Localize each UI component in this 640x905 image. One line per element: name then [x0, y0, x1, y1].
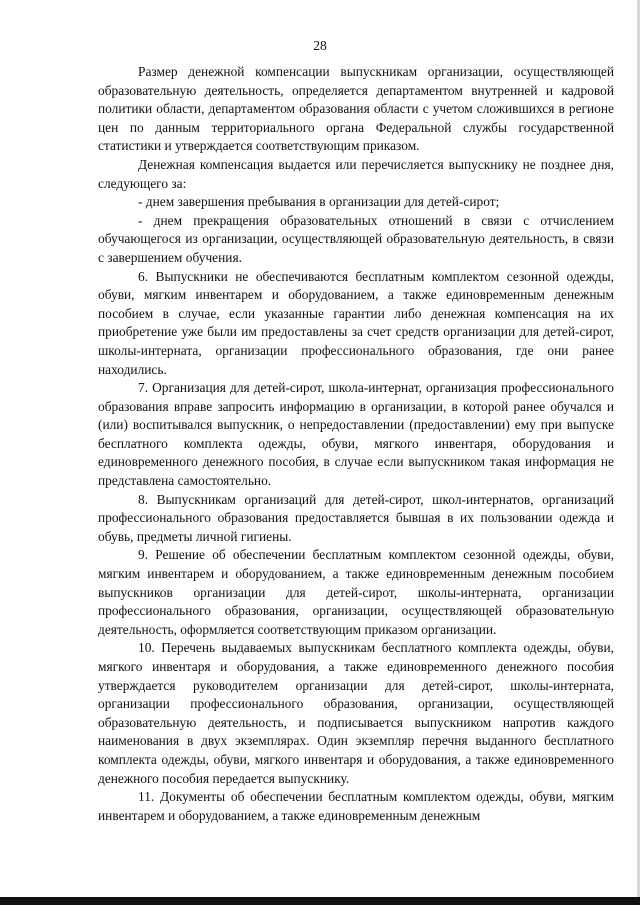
page-number: 28 — [313, 38, 327, 53]
paragraph-compensation-payment: Денежная компенсация выдается или перечисляется выпускнику не позднее дня, следующего за: — [98, 156, 614, 191]
list-item-stay-end: - днем завершения пребывания в организации для детей-сирот; — [138, 194, 500, 210]
paragraph-item-9: 9. Решение об обеспечении бесплатным комплектом сезонной одежды, обуви, мягким инвентарем и оборудованием, а также единовременным денежным пособием выпускников организации для детей-сирот, школы-интерната, организации профессионального образования, организации, осуществляющей образовательную деятельность, оформляется соответствующим приказом организации. — [98, 547, 614, 637]
paragraph-item-11: 11. Документы об обеспечении бесплатным комплектом одежды, обуви, мягким инвентарем и оборудованием, а также единовременным денежным — [98, 789, 614, 823]
list-item-education-end: - днем прекращения образовательных отношений в связи с отчислением обучающегося из организации, осуществляющей образовательную деятельность, в связи с завершением обучения. — [98, 212, 614, 265]
paragraph-item-10: 10. Перечень выдаваемых выпускникам бесплатного комплекта одежды, обуви, мягкого инвентаря и оборудования, а также единовременного денежного пособия утверждается руководителем организации для детей-сирот, школы-интерната, организации профессионального образования, организации, осуществляющей образовательную деятельность, и подписывается выпускником напротив каждого наименования в двух экземплярах. Один экземпляр перечня выданного бесплатного комплекта одежды, обуви, мягкого инвентаря и оборудования, а также единовременного денежного пособия передается выпускнику. — [98, 640, 614, 786]
paragraph-compensation-size: Размер денежной компенсации выпускникам организации, осуществляющей образовательную деятельность, определяется департаментом внутренней и кадровой политики области, департаментом образования области с учетом сложившихся в регионе цен по данным территориального органа Федеральной службы государственной статистики и утверждается соответствующим приказом. — [98, 64, 614, 154]
paragraph-item-8: 8. Выпускникам организаций для детей-сирот, школ-интернатов, организаций профессионального образования предоставляется бывшая в их пользовании одежда и обувь, предметы личной гигиены. — [98, 491, 614, 544]
paragraph-item-7: 7. Организация для детей-сирот, школа-интернат, организация профессионального образования вправе запросить информацию в организации, в которой ранее обучался и (или) воспитывался выпускник, о непредоставлении (предоставлении) ему при выпуске бесплатного комплекта одежды, обуви, мягкого инвентаря, оборудования и единовременного денежного пособия, в случае если выпускником такая информация не представлена самостоятельно. — [98, 380, 614, 489]
paragraph-item-6: 6. Выпускники не обеспечиваются бесплатным комплектом сезонной одежды, обуви, мягким инвентарем и оборудованием, а также единовременным денежным пособием в случае, если указанные гарантии либо денежная компенсация на их приобретение уже были им предоставлены за счет средств организации для детей-сирот, школы-интерната, организации профессионального образования, где они ранее находились. — [98, 268, 614, 377]
scan-bottom-edge — [0, 897, 640, 905]
document-body — [98, 63, 614, 825]
